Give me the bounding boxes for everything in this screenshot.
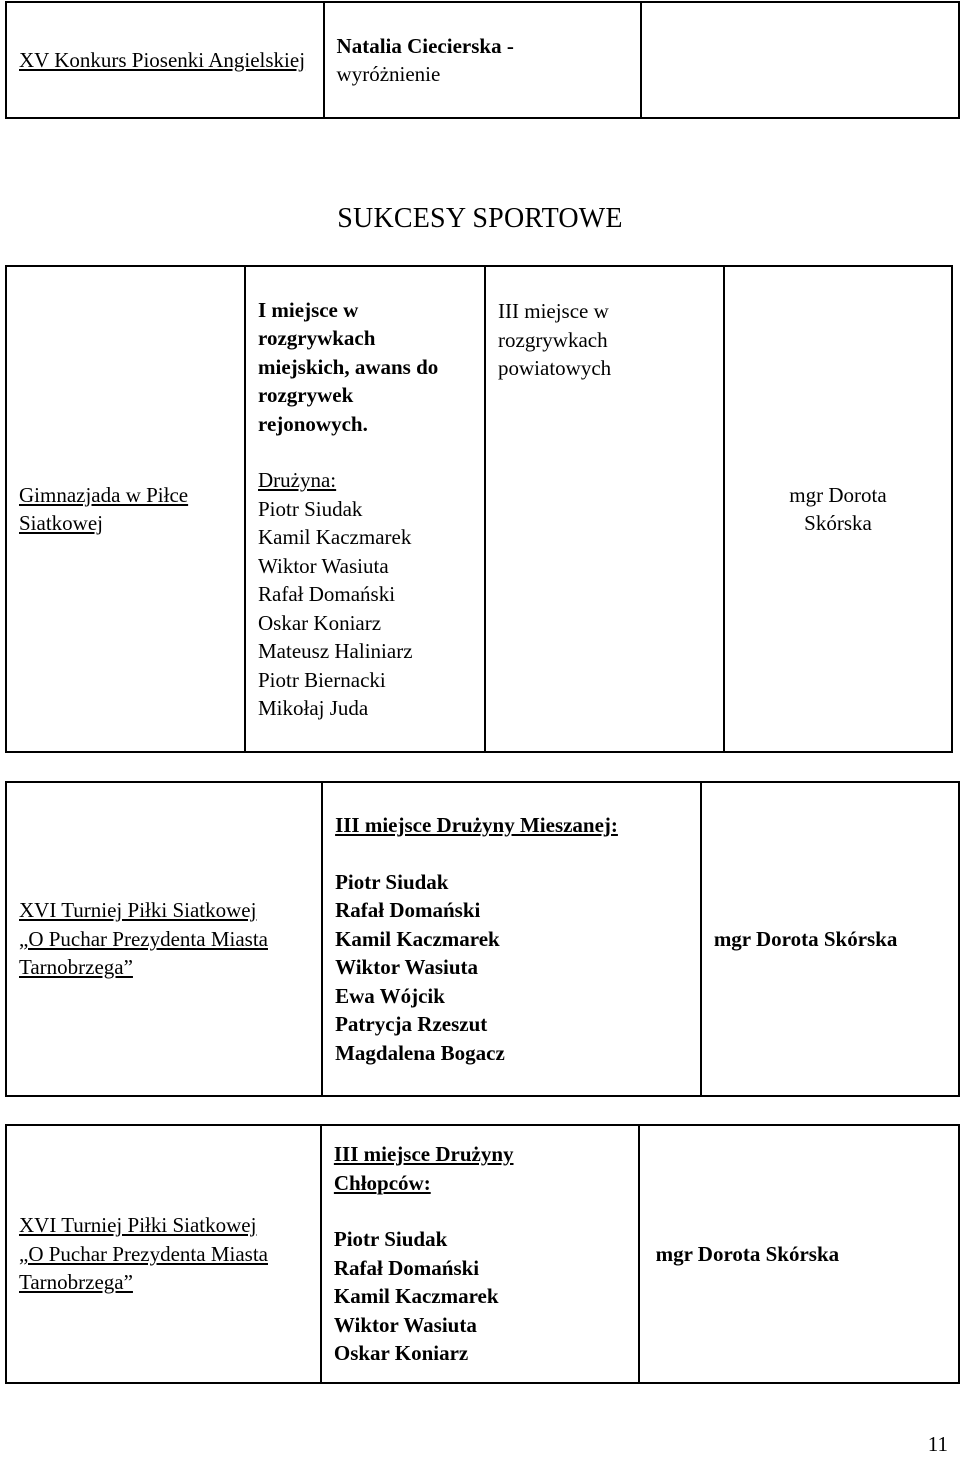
teacher-cell	[641, 2, 959, 118]
teacher-name: mgr Dorota Skórska	[713, 926, 898, 951]
result-cell	[321, 1125, 639, 1383]
team-label: Drużyna:	[258, 468, 337, 492]
event-line: XVI Turniej Piłki Siatkowej	[19, 1213, 257, 1238]
spacer	[258, 438, 484, 466]
result-line: I miejsce w	[258, 297, 359, 322]
sports-table-gimnazjada	[5, 265, 953, 753]
event-name: Gimnazjada w Piłce Siatkowej	[19, 482, 189, 535]
team-member: Kamil Kaczmarek	[335, 926, 500, 951]
team-member: Mikołaj Juda	[258, 696, 369, 720]
result-cell	[245, 266, 485, 752]
team-member: Patrycja Rzeszut	[335, 1012, 488, 1036]
result-line: rozgrywkach	[258, 326, 376, 350]
team-member: Magdalena Bogacz	[335, 1040, 505, 1065]
result2-cell	[485, 266, 724, 752]
student-name: Natalia Ciecierska -	[336, 33, 514, 58]
teacher-cell	[639, 1125, 959, 1383]
table-row	[6, 266, 952, 752]
result-title: III miejsce Drużyny Mieszanej:	[335, 813, 618, 837]
spacer	[334, 1197, 638, 1225]
team-member: Ewa Wójcik	[335, 983, 445, 1008]
teacher-name: mgr Dorota Skórska	[655, 1241, 840, 1266]
event-line: Tarnobrzega”	[19, 955, 133, 980]
result-line: rozgrywek	[258, 383, 354, 407]
team-member: Wiktor Wasiuta	[333, 1312, 477, 1337]
team-member: Oskar Koniarz	[258, 610, 382, 635]
result-title: III miejsce Drużyny	[333, 1142, 514, 1167]
team-member: Wiktor Wasiuta	[258, 553, 389, 578]
result2-line: III miejsce w	[498, 299, 609, 323]
result2-line: powiatowych	[498, 356, 612, 380]
event-line: XVI Turniej Piłki Siatkowej	[19, 898, 257, 923]
team-member: Rafał Domański	[333, 1255, 480, 1280]
awards-table-top	[5, 1, 960, 119]
team-member: Rafał Domański	[258, 582, 396, 606]
team-member: Piotr Siudak	[335, 869, 449, 894]
event-cell	[6, 782, 322, 1096]
team-member: Kamil Kaczmarek	[333, 1284, 499, 1309]
result-line: miejskich, awans do	[258, 354, 439, 379]
teacher-line: mgr Dorota	[789, 482, 887, 507]
result-title: Chłopców:	[333, 1170, 431, 1195]
table-row	[6, 1125, 959, 1383]
sports-table-mixed	[5, 781, 960, 1097]
event-line: Tarnobrzega”	[19, 1270, 133, 1295]
result2-line: rozgrywkach	[498, 327, 608, 352]
teacher-cell	[724, 266, 952, 752]
team-member: Kamil Kaczmarek	[258, 525, 412, 549]
page-number: 11	[927, 1432, 948, 1456]
table-row	[6, 782, 959, 1096]
section-title: SUKCESY SPORTOWE	[337, 203, 623, 234]
team-member: Oskar Koniarz	[333, 1341, 469, 1366]
event-line: „O Puchar Prezydenta Miasta	[19, 926, 268, 951]
teacher-line: Skórska	[804, 511, 872, 535]
team-member: Piotr Biernacki	[258, 667, 386, 692]
award-text: wyróżnienie	[336, 62, 441, 86]
team-member: Piotr Siudak	[333, 1227, 448, 1252]
result-cell	[324, 2, 642, 118]
result-line: rejonowych.	[258, 411, 368, 436]
team-member: Rafał Domański	[335, 898, 481, 922]
event-cell	[6, 1125, 321, 1383]
spacer	[335, 840, 700, 868]
table-row	[6, 2, 959, 118]
event-line: „O Puchar Prezydenta Miasta	[19, 1241, 268, 1266]
event-name: XV Konkurs Piosenki Angielskiej	[19, 47, 306, 72]
teacher-cell	[701, 782, 959, 1096]
result-cell	[322, 782, 701, 1096]
sports-table-boys	[5, 1124, 960, 1384]
team-member: Mateusz Haliniarz	[258, 639, 413, 663]
team-member: Piotr Siudak	[258, 496, 363, 521]
event-cell	[6, 266, 245, 752]
team-member: Wiktor Wasiuta	[335, 955, 479, 979]
event-cell	[6, 2, 324, 118]
